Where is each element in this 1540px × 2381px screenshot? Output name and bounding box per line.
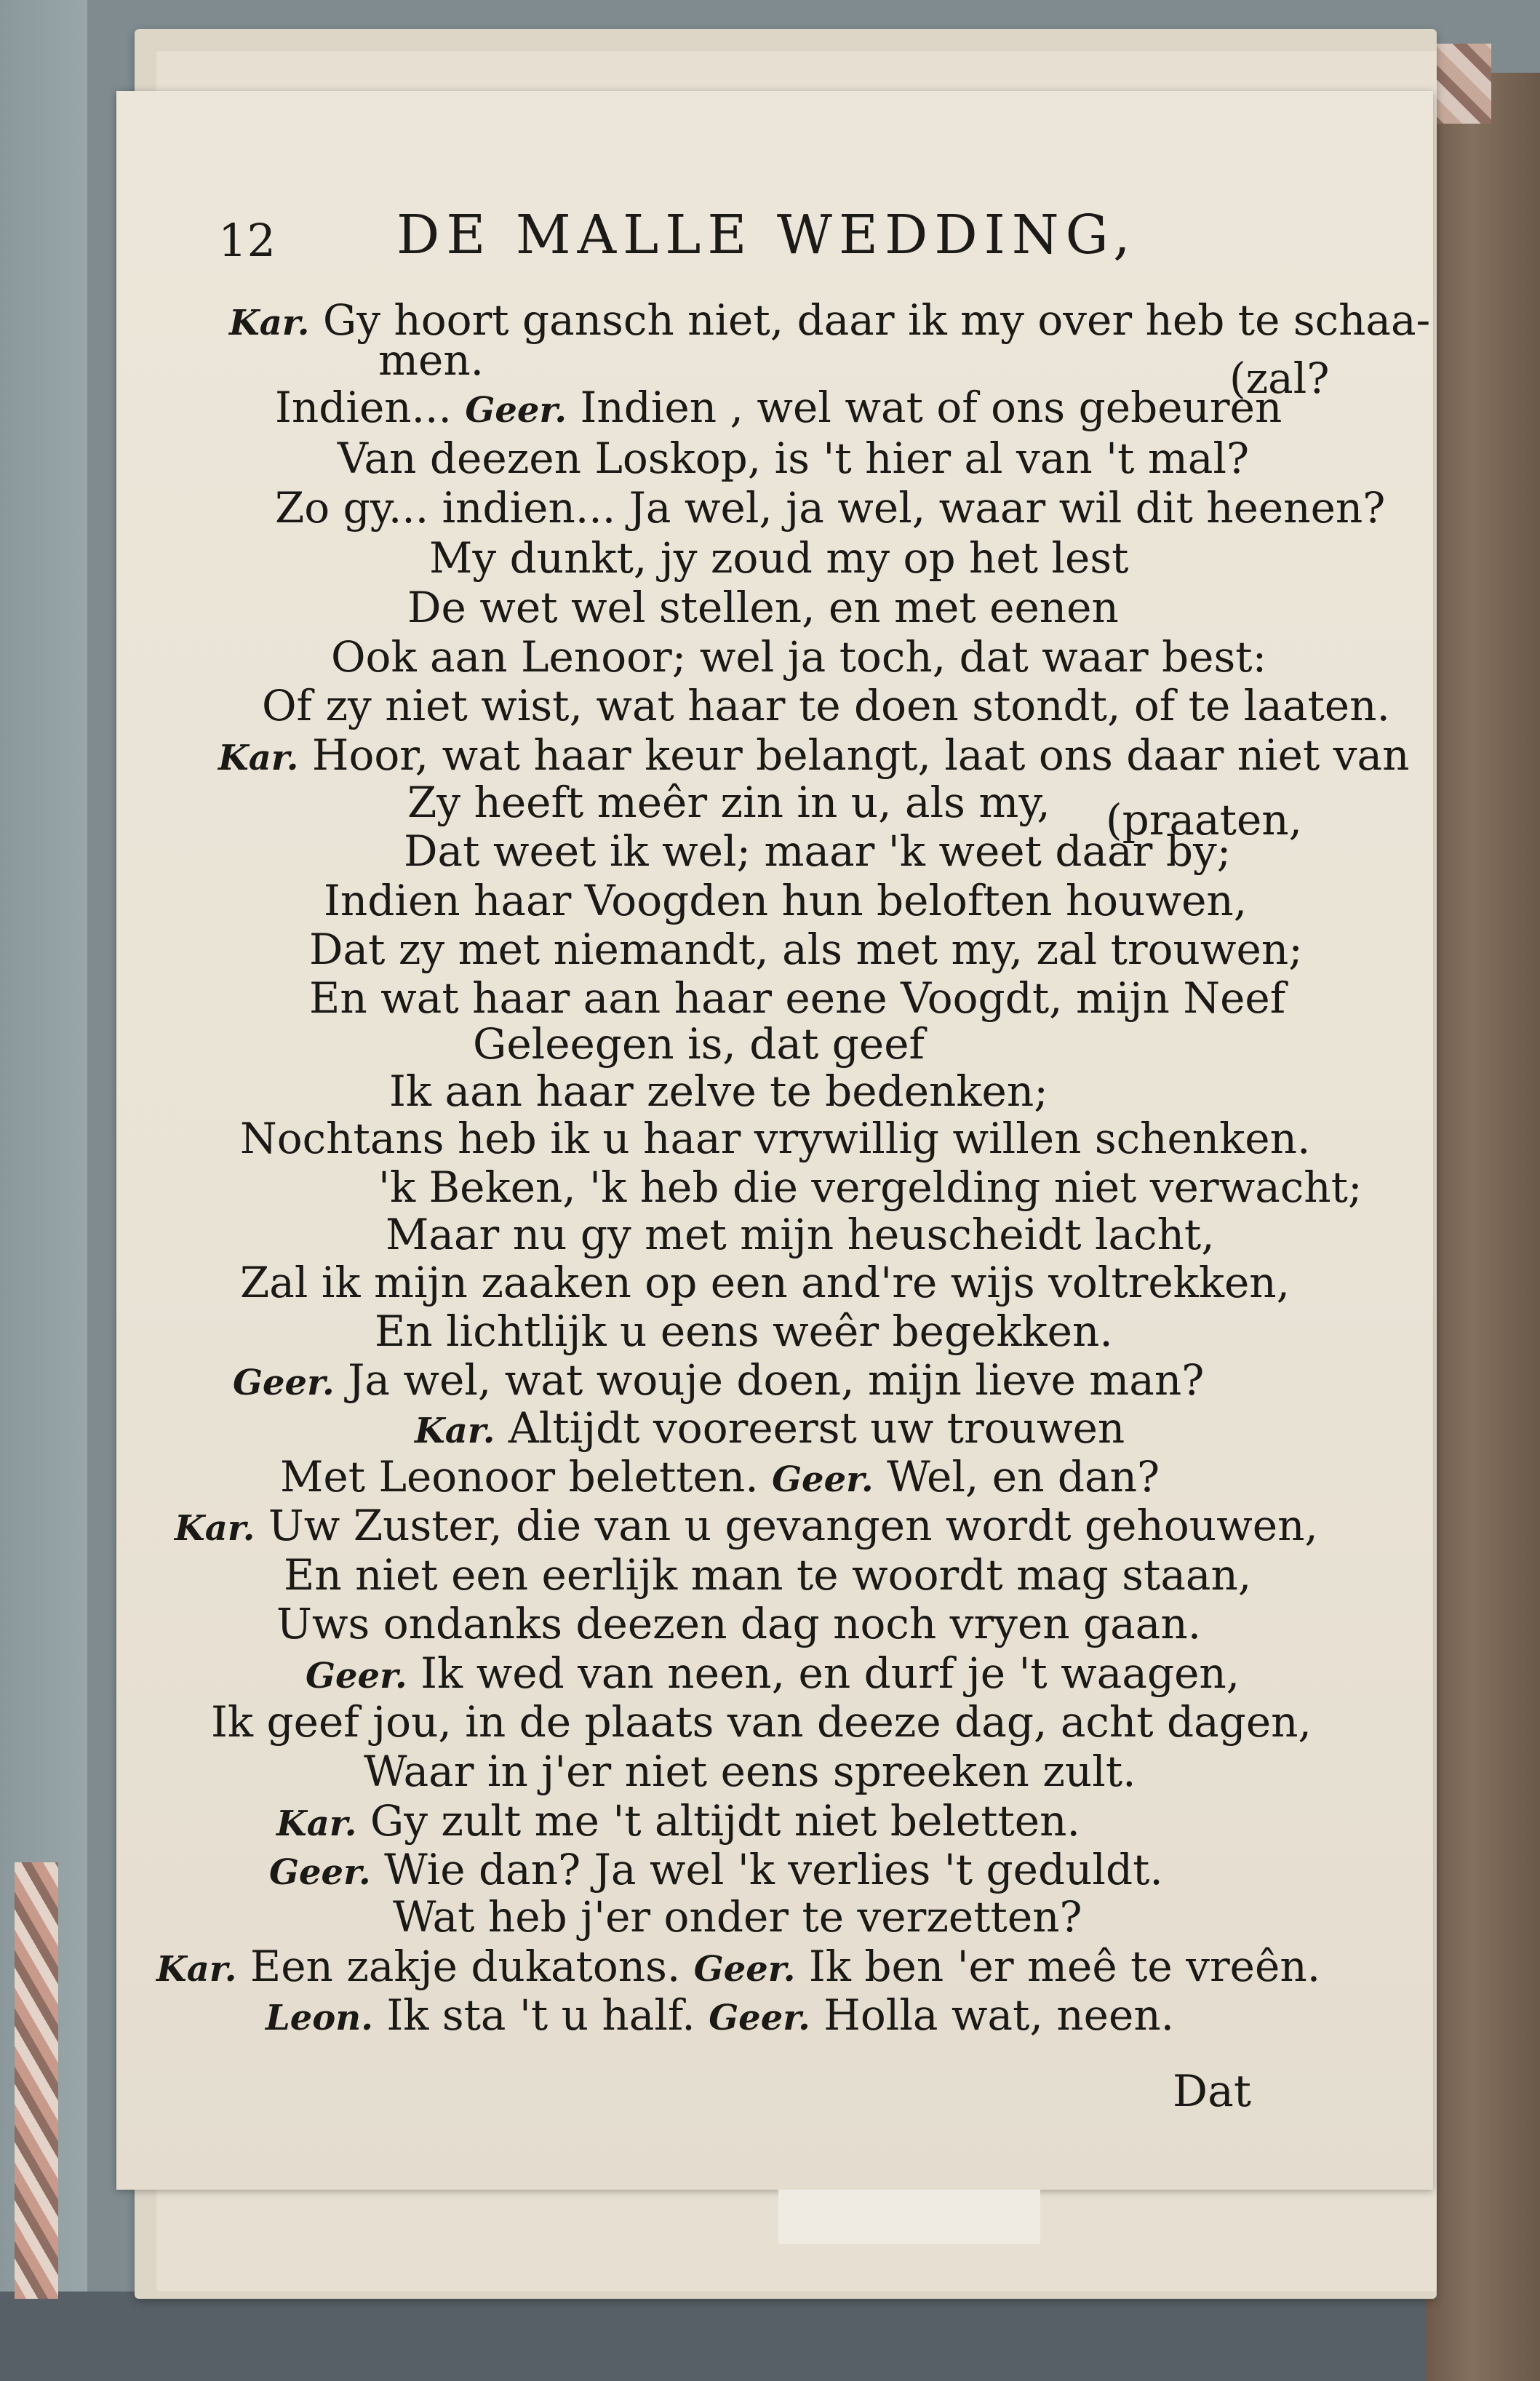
line-text: Zy heeft meêr zin in u, als my, (407, 778, 1050, 827)
verse-line (338, 433, 1249, 484)
table-surface-bottom (0, 2292, 1540, 2381)
line-text: Een zakje dukatons. (236, 1942, 694, 1991)
line-text: Maar nu gy met mijn heuscheidt lacht, (386, 1210, 1215, 1259)
verse-line (393, 1891, 1082, 1942)
speaker-label: Geer. (233, 1363, 335, 1403)
verse-line (473, 1018, 925, 1069)
line-text: Gy zult me 't altijdt niet beletten. (356, 1796, 1080, 1846)
verse-line (378, 335, 484, 386)
line-text: Zal ik mijn zaaken op een and're wijs voltrekken, (240, 1258, 1290, 1307)
line-text: Dat weet ik wel; maar 'k weet daar by; (404, 826, 1232, 876)
line-text: Geleegen is, dat geef (473, 1019, 925, 1069)
paper-tab (778, 2190, 1040, 2244)
line-text: Ook aan Lenoor; wel ja toch, dat waar best: (331, 632, 1267, 682)
verse-line (269, 1844, 1163, 1898)
speaker-label: Kar. (156, 1949, 237, 1990)
line-text: Indien , wel wat of ons gebeuren (567, 383, 1282, 432)
verse-line (240, 1257, 1290, 1308)
line-text: Wat heb j'er onder te verzetten? (393, 1892, 1082, 1942)
verse-line (175, 1500, 1318, 1554)
verse-line (331, 631, 1266, 682)
book-cover-edge (1426, 73, 1540, 2381)
line-text: Met Leonoor beletten. (280, 1452, 773, 1501)
line-text: Ik wed van neen, en durf je 't waagen, (407, 1648, 1240, 1698)
verse-line (211, 1696, 1312, 1747)
line-text: 'k Beken, 'k heb die vergelding niet verwacht; (378, 1162, 1363, 1212)
verse-line (276, 1795, 1080, 1849)
line-text: Van deezen Loskop, is 't hier al van 't mal? (338, 434, 1250, 483)
verse-line (364, 1746, 1136, 1797)
line-text: Ja wel, wat wouje doen, mijn lieve man? (334, 1355, 1205, 1405)
verse-line (407, 582, 1119, 633)
verse-line (306, 1648, 1240, 1702)
speaker-label: Geer. (693, 1949, 796, 1990)
speaker-label: Geer. (772, 1459, 874, 1500)
verse-line (280, 1451, 1160, 1505)
line-text: Indien... (275, 383, 466, 432)
line-text: Ik geef jou, in de plaats van deeze dag, acht dagen, (211, 1697, 1312, 1747)
line-text: Hoor, wat haar keur belangt, laat ons daar niet van (298, 730, 1410, 780)
verse-line (218, 730, 1409, 783)
speaker-label: Kar. (218, 738, 299, 778)
line-text: Uw Zuster, die van u gevangen wordt gehouwen, (255, 1501, 1318, 1550)
verse-line (284, 1550, 1251, 1600)
speaker-label: Geer. (465, 390, 567, 431)
verse-line (233, 1355, 1204, 1408)
verse-line (240, 1113, 1310, 1164)
verse-line (415, 1403, 1125, 1456)
line-text: Zo gy... indien... Ja wel, ja wel, waar wil dit heenen? (275, 483, 1386, 533)
line-text: Holla wat, neen. (810, 1990, 1175, 2040)
line-text: Ik aan haar zelve te bedenken; (389, 1066, 1048, 1116)
speaker-label: Geer. (269, 1852, 371, 1893)
speaker-label: Kar. (415, 1411, 495, 1451)
speaker-label: Geer. (306, 1656, 407, 1696)
line-text: Altijdt vooreerst uw trouwen (495, 1403, 1125, 1453)
verse-line (375, 1306, 1113, 1357)
line-text: men. (378, 335, 484, 385)
verse-line (429, 533, 1128, 583)
line-text: Indien haar Voogden hun beloften houwen, (324, 876, 1248, 925)
verse-line (276, 1598, 1201, 1649)
page-number: 12 (218, 214, 276, 267)
line-text: My dunkt, jy zoud my op het lest (429, 533, 1129, 583)
verse-line (378, 1162, 1363, 1213)
line-text: Wel, en dan? (873, 1452, 1160, 1501)
verse-line (404, 826, 1231, 877)
verse-line (266, 1990, 1174, 2043)
page-title: DE MALLE WEDDING, (396, 204, 1137, 266)
line-text: Ik ben 'er meê te vreên. (795, 1942, 1321, 1991)
line-text: (zal? (1229, 354, 1330, 403)
line-text: En niet een eerlijk man te woordt mag staan, (284, 1550, 1252, 1600)
line-text: En lichtlijk u eens weêr begekken. (375, 1307, 1113, 1356)
running-head (218, 204, 1164, 284)
speaker-label: Kar. (229, 303, 310, 343)
line-text: Gy hoort gansch niet, daar ik my over heb te schaa- (309, 295, 1431, 345)
line-text: Wie dan? Ja wel 'k verlies 't geduldt. (370, 1845, 1163, 1894)
speaker-label: Geer. (709, 1998, 810, 2038)
verse-line (309, 924, 1303, 975)
speaker-label: Kar. (175, 1508, 255, 1549)
line-text: Dat zy met niemandt, als met my, zal trouwen; (309, 925, 1303, 974)
verse-line (389, 1066, 1048, 1117)
catchword: Dat (1173, 2066, 1251, 2117)
speaker-label: Leon. (266, 1998, 373, 2038)
line-text: Ik sta 't u half. (372, 1990, 709, 2040)
verse-line (309, 973, 1285, 1024)
verse-line (275, 382, 1282, 436)
verse-line (407, 777, 1050, 828)
line-text: Uws ondanks deezen dag noch vryen gaan. (276, 1599, 1202, 1648)
line-text: Waar in j'er niet eens spreeken zult. (364, 1747, 1136, 1796)
speaker-label: Kar. (276, 1803, 357, 1844)
verse-line (156, 1941, 1320, 1995)
verse-line (324, 875, 1247, 926)
line-text: De wet wel stellen, en met eenen (407, 583, 1119, 632)
marbled-endpaper-left (15, 1862, 58, 2299)
line-text: Of zy niet wist, wat haar te doen stondt, of te laaten. (262, 681, 1390, 730)
line-text: Nochtans heb ik u haar vrywillig willen schenken. (240, 1114, 1311, 1163)
line-text: (praaten, (1106, 795, 1303, 845)
verse-line (386, 1209, 1215, 1260)
line-text: En wat haar aan haar eene Voogdt, mijn Neef (309, 973, 1286, 1023)
verse-line (275, 482, 1385, 533)
verse-line (262, 680, 1390, 731)
